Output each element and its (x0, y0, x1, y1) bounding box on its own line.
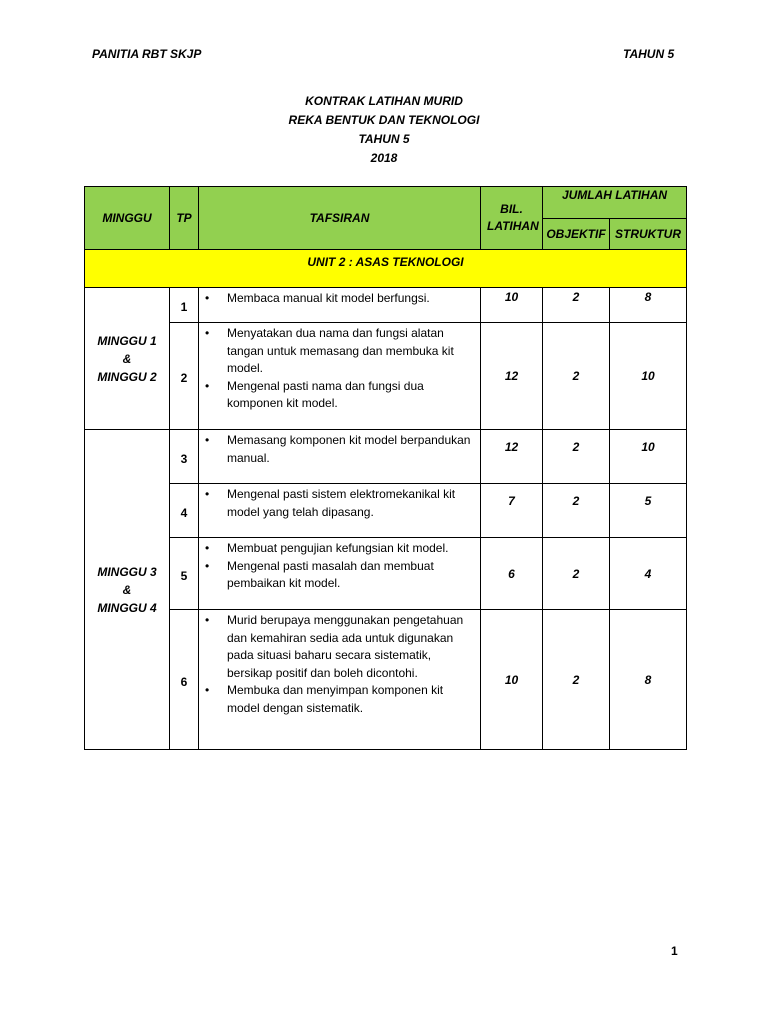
tafsiran-cell (199, 538, 481, 610)
tafsiran-cell (199, 484, 481, 538)
tafsiran-cell (199, 323, 481, 430)
objektif-cell: 2 (543, 610, 610, 750)
bil-cell: 12 (481, 430, 543, 484)
table-row (85, 323, 687, 430)
title-line-4: 2018 (370, 151, 398, 165)
document-titles (0, 92, 768, 168)
header-bil-latihan: BIL. LATIHAN (481, 187, 543, 250)
title-line-1: KONTRAK LATIHAN MURID (305, 94, 463, 108)
list-item: • Membaca manual kit model berfungsi. (227, 290, 476, 308)
list-item: • Memasang komponen kit model berpandukan manual. (227, 432, 476, 467)
header-objektif: OBJEKTIF (543, 219, 610, 250)
struktur-cell: 4 (610, 538, 687, 610)
list-item: • Menyatakan dua nama dan fungsi alatan tangan untuk memasang dan membuka kit model. (227, 325, 476, 378)
header-left: PANITIA RBT SKJP (92, 47, 202, 61)
struktur-cell: 8 (610, 288, 687, 323)
list-item: • Mengenal pasti sistem elektromekanikal kit model yang telah dipasang. (227, 486, 476, 521)
tp-cell: 2 (170, 323, 199, 430)
tafsiran-cell (199, 610, 481, 750)
tp-cell: 4 (170, 484, 199, 538)
bil-cell: 6 (481, 538, 543, 610)
table-row (85, 538, 687, 610)
bil-cell: 10 (481, 288, 543, 323)
list-item: • Membuat pengujian kefungsian kit model. (227, 540, 476, 558)
header-tafsiran: TAFSIRAN (199, 187, 481, 250)
tp-cell: 1 (170, 288, 199, 323)
header-tp: TP (170, 187, 199, 250)
header-minggu: MINGGU (85, 187, 170, 250)
header-struktur: STRUKTUR (610, 219, 687, 250)
struktur-cell: 5 (610, 484, 687, 538)
list-item: • Murid berupaya menggunakan pengetahuan dan kemahiran sedia ada untuk digunakan pada situasi baharu secara sistematik, bersikap positif dan boleh dicontohi. (227, 612, 476, 682)
objektif-cell: 2 (543, 484, 610, 538)
struktur-cell: 8 (610, 610, 687, 750)
table-row (85, 610, 687, 750)
page-number: 1 (671, 944, 678, 958)
struktur-cell: 10 (610, 430, 687, 484)
bil-cell: 12 (481, 323, 543, 430)
objektif-cell: 2 (543, 538, 610, 610)
table-row (85, 484, 687, 538)
title-line-2: REKA BENTUK DAN TEKNOLOGI (288, 113, 480, 127)
tafsiran-cell (199, 288, 481, 323)
list-item: • Mengenal pasti masalah dan membuat pembaikan kit model. (227, 558, 476, 593)
header-right: TAHUN 5 (623, 47, 675, 61)
list-item: • Mengenal pasti nama dan fungsi dua komponen kit model. (227, 378, 476, 413)
struktur-cell: 10 (610, 323, 687, 430)
tafsiran-cell (199, 430, 481, 484)
minggu-group-2: MINGGU 3 & MINGGU 4 (85, 430, 170, 750)
tp-cell: 3 (170, 430, 199, 484)
objektif-cell: 2 (543, 288, 610, 323)
minggu-group-1: MINGGU 1 & MINGGU 2 (85, 288, 170, 430)
bil-cell: 7 (481, 484, 543, 538)
contract-table (84, 186, 687, 750)
tp-cell: 6 (170, 610, 199, 750)
objektif-cell: 2 (543, 430, 610, 484)
list-item: • Membuka dan menyimpan komponen kit model dengan sistematik. (227, 682, 476, 717)
unit-title: UNIT 2 : ASAS TEKNOLOGI (85, 250, 687, 288)
header-jumlah-latihan: JUMLAH LATIHAN (543, 187, 687, 219)
objektif-cell: 2 (543, 323, 610, 430)
tp-cell: 5 (170, 538, 199, 610)
table-row (85, 430, 687, 484)
title-line-3: TAHUN 5 (358, 132, 410, 146)
table-row (85, 288, 687, 323)
bil-cell: 10 (481, 610, 543, 750)
